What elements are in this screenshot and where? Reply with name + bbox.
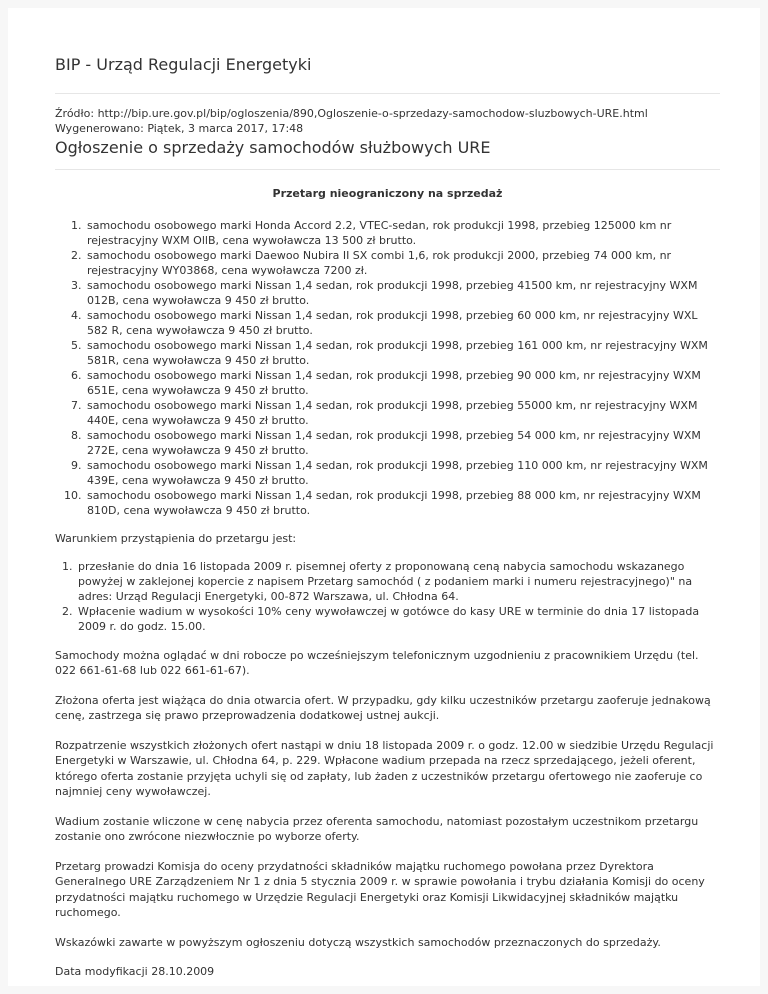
list-item: 1. samochodu osobowego marki Honda Accord 2.2, VTEC-sedan, rok produkcji 1998, przebieg 125000 km nr rejestracyjny WXM OllB, cena wywoławcza 13 500 zł brutto. [85, 218, 720, 248]
site-title: BIP - Urząd Regulacji Energetyki [55, 55, 312, 74]
paragraph: Samochody można oglądać w dni robocze po wcześniejszym telefonicznym uzgodnieniu z pracownikiem Urzędu (tel. 022 661-61-68 lub 022 661-61-67). [55, 648, 699, 677]
meta-info [55, 106, 720, 136]
conditions-intro: Warunkiem przystąpienia do przetargu jest: [55, 532, 297, 545]
divider [55, 93, 720, 94]
tender-heading: Przetarg nieograniczony na sprzedaż [272, 187, 503, 200]
content [8, 8, 720, 980]
list-item: 9. samochodu osobowego marki Nissan 1,4 sedan, rok produkcji 1998, przebieg 110 000 km, nr rejestracyjny WXM 439E, cena wywoławcza 9 450 zł brutto. [85, 458, 720, 488]
paragraph: Rozpatrzenie wszystkich złożonych ofert nastąpi w dniu 18 listopada 2009 r. o godz. 12.00 w siedzibie Urzędu Regulacji Energetyki w Warszawie, ul. Chłodna 64, p. 229. Wpłacone wadium przepada na rzecz sprzedającego, jeżeli oferent, którego oferta zostanie przyjęta uchyli się od zapłaty, lub żaden z uczestników przetargu ofertowego nie zaoferuje co najmniej ceny wywoławczej. [55, 738, 714, 798]
list-item: 8. samochodu osobowego marki Nissan 1,4 sedan, rok produkcji 1998, przebieg 54 000 km, nr rejestracyjny WXM 272E, cena wywoławcza 9 450 zł brutto. [85, 428, 720, 458]
page [8, 8, 760, 986]
paragraph: Złożona oferta jest wiążąca do dnia otwarcia ofert. W przypadku, gdy kilku uczestników przetargu zaoferuje jednakową cenę, zastrzega się prawo przeprowadzenia dodatkowej ustnej aukcji. [55, 693, 711, 722]
cars-list [55, 218, 720, 518]
list-item: 5. samochodu osobowego marki Nissan 1,4 sedan, rok produkcji 1998, przebieg 161 000 km, nr rejestracyjny WXM 581R, cena wywoławcza 9 450 zł brutto. [85, 338, 720, 368]
list-item: 2. Wpłacenie wadium w wysokości 10% ceny wywoławczej w gotówce do kasy URE w terminie do dnia 17 listopada 2009 r. do godz. 15.00. [76, 604, 720, 634]
list-item: 3. samochodu osobowego marki Nissan 1,4 sedan, rok produkcji 1998, przebieg 41500 km, nr rejestracyjny WXM 012B, cena wywoławcza 9 450 zł brutto. [85, 278, 720, 308]
list-item: 10. samochodu osobowego marki Nissan 1,4 sedan, rok produkcji 1998, przebieg 88 000 km, nr rejestracyjny WXM 810D, cena wywoławcza 9 450 zł brutto. [85, 488, 720, 518]
source-url: Źródło: http://bip.ure.gov.pl/bip/ogloszenia/890,Ogloszenie-o-sprzedazy-samochodow-sluzbowych-URE.html [55, 107, 648, 120]
list-item: 6. samochodu osobowego marki Nissan 1,4 sedan, rok produkcji 1998, przebieg 90 000 km, nr rejestracyjny WXM 651E, cena wywoławcza 9 450 zł brutto. [85, 368, 720, 398]
list-item: 2. samochodu osobowego marki Daewoo Nubira II SX combi 1,6, rok produkcji 2000, przebieg 74 000 km, nr rejestracyjny WY03868, cena wywoławcza 7200 zł. [85, 248, 720, 278]
divider [55, 169, 720, 170]
list-item: 1. przesłanie do dnia 16 listopada 2009 r. pisemnej oferty z proponowaną ceną nabycia samochodu wskazanego powyżej w zaklejonej kopercie z napisem Przetarg samochód ( z podaniem marki i numeru rejestracyjnego)" na adres: Urząd Regulacji Energetyki, 00-872 Warszawa, ul. Chłodna 64. [76, 559, 720, 604]
paragraph: Wskazówki zawarte w powyższym ogłoszeniu dotyczą wszystkich samochodów przeznaczonych do sprzedaży. [55, 935, 661, 949]
document-title: Ogłoszenie o sprzedaży samochodów służbowych URE [55, 138, 491, 157]
conditions-list [55, 559, 720, 634]
list-item: 4. samochodu osobowego marki Nissan 1,4 sedan, rok produkcji 1998, przebieg 60 000 km, nr rejestracyjny WXL 582 R, cena wywoławcza 9 450 zł brutto. [85, 308, 720, 338]
paragraph: Wadium zostanie wliczone w cenę nabycia przez oferenta samochodu, natomiast pozostałym uczestnikom przetargu zostanie ono zwrócone niezwłocznie po wyborze oferty. [55, 814, 699, 843]
list-item: 7. samochodu osobowego marki Nissan 1,4 sedan, rok produkcji 1998, przebieg 55000 km, nr rejestracyjny WXM 440E, cena wywoławcza 9 450 zł brutto. [85, 398, 720, 428]
paragraph: Przetarg prowadzi Komisja do oceny przydatności składników majątku ruchomego powołana przez Dyrektora Generalnego URE Zarządzeniem Nr 1 z dnia 5 stycznia 2009 r. w sprawie powołania i trybu działania Komisji do oceny przydatności majątku ruchomego w Urzędzie Regulacji Energetyki oraz Komisji Likwidacyjnej składników majątku ruchomego. [55, 859, 705, 919]
generated-date: Wygenerowano: Piątek, 3 marca 2017, 17:48 [55, 122, 304, 135]
modification-date: Data modyfikacji 28.10.2009 [55, 965, 215, 978]
